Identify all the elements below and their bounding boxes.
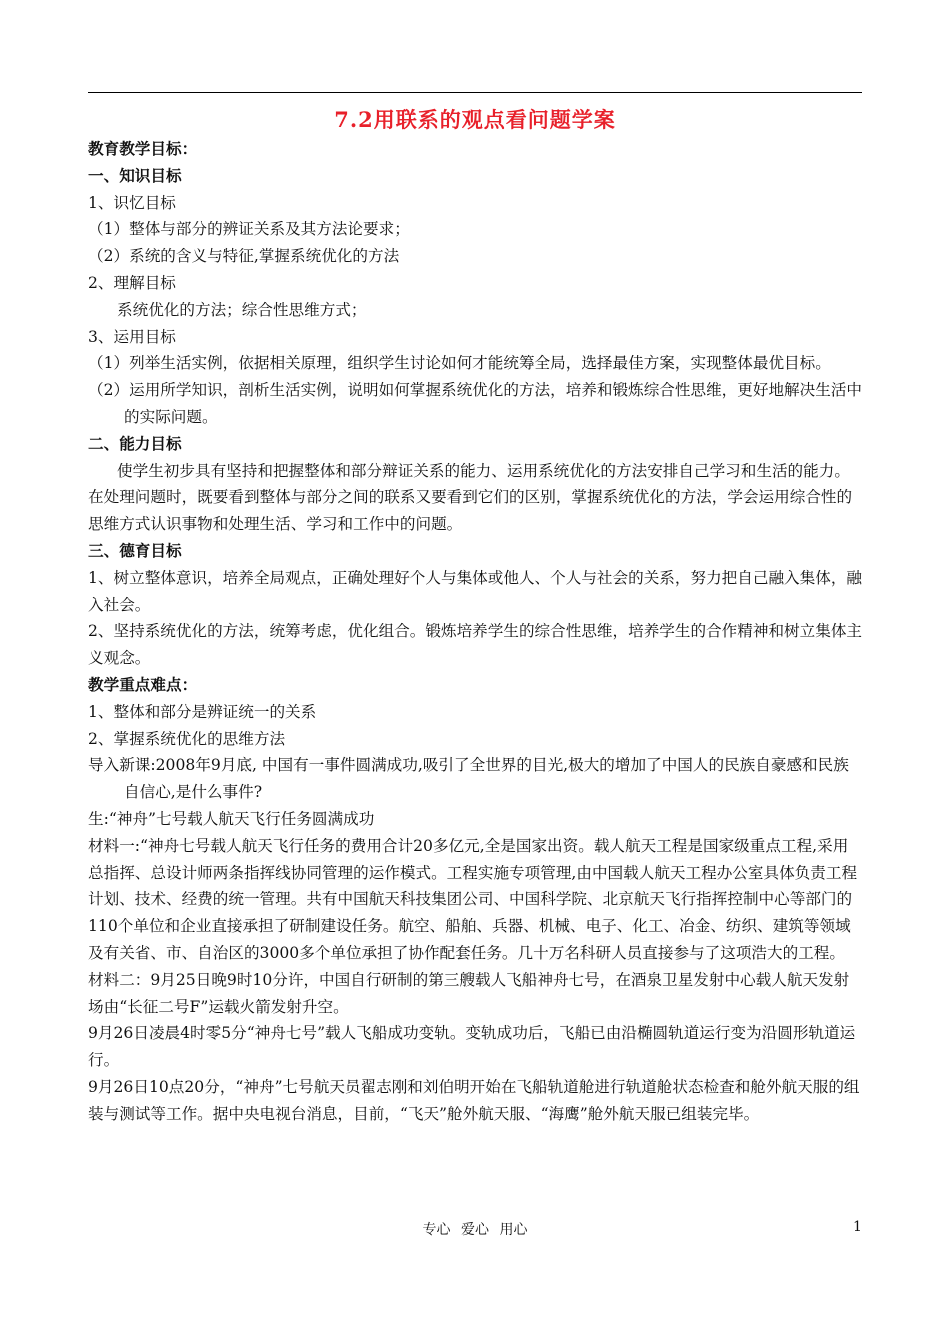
list-item: 2、掌握系统优化的思维方法 [88, 729, 286, 748]
paragraph: 生:“神舟”七号载人航天飞行任务圆满成功 [88, 809, 375, 828]
footer-motto: 专心 爱心 用心 [422, 1222, 528, 1238]
list-item: （1）列举生活实例，依据相关原理，组织学生讨论如何才能统筹全局，选择最佳方案，实现整体最优目标。 [88, 354, 831, 373]
subheading-memory: 1、识忆目标 [88, 193, 176, 212]
list-item: （2）运用所学知识，剖析生活实例，说明如何掌握系统优化的方法，培养和锻炼综合性思维，更好地解决生活中的实际问题。 [88, 381, 863, 426]
section-heading-knowledge: 一、知识目标 [88, 165, 182, 185]
paragraph: 9月26日10点20分，“神舟”七号航天员翟志刚和刘伯明开始在飞船轨道舱进行轨道舱状态检查和舱外航天服的组装与测试等工作。据中央电视台消息，目前，“飞天”舱外航天服、“海鹰”舱外航天服已组装完毕。 [88, 1077, 860, 1123]
section-heading-moral: 三、德育目标 [88, 540, 182, 560]
paragraph: 1、树立整体意识，培养全局观点，正确处理好个人与集体或他人、个人与社会的关系，努力把自己融入集体，融入社会。 [88, 568, 863, 614]
paragraph: 导入新课:2008年9月底, 中国有一事件圆满成功,吸引了全世界的目光,极大的增加了中国人的民族自豪感和民族自信心,是什么事件? [88, 756, 849, 802]
subheading-understanding: 2、理解目标 [88, 273, 176, 292]
paragraph: 2、坚持系统优化的方法，统筹考虑，优化组合。锻炼培养学生的综合性思维，培养学生的合作精神和树立集体主义观念。 [88, 622, 863, 668]
paragraph: 使学生初步具有坚持和把握整体和部分辩证关系的能力、运用系统优化的方法安排自己学习和生活的能力。在处理问题时，既要看到整体与部分之间的联系又要看到它们的区别，掌握系统优化的方法，学会运用综合性的思维方式认识事物和处理生活、学习和工作中的问题。 [88, 461, 853, 534]
paragraph: 系统优化的方法；综合性思维方式； [117, 300, 367, 319]
paragraph: 材料一:“神舟七号载人航天飞行任务的费用合计20多亿元,全是国家出资。载人航天工程是国家级重点工程,采用总指挥、总设计师两条指挥线协同管理的运作模式。工程实施专项管理,由中国载人航天工程办公室具体负责工程计划、技术、经费的统一管理。共有中国航天科技集团公司、中国科学院、北京航天飞行指挥控制中心等部门的110个单位和企业直接承担了研制建设任务。航空、船舶、兵器、机械、电子、化工、冶金、纺织、建筑等领域及有关省、市、自治区的3000多个单位承担了协作配套任务。几十万名科研人员直接参与了这项浩大的工程。 [88, 836, 858, 962]
list-item: （2）系统的含义与特征,掌握系统优化的方法 [88, 247, 400, 266]
subheading-application: 3、运用目标 [88, 327, 176, 346]
list-item: 1、整体和部分是辨证统一的关系 [88, 702, 317, 721]
page-number: 1 [853, 1219, 862, 1235]
paragraph: 材料二：9月25日晚9时10分许，中国自行研制的第三艘载人飞船神舟七号，在酒泉卫星发射中心载人航天发射场由“长征二号F”运载火箭发射升空。 [88, 970, 850, 1016]
document-body [88, 136, 863, 1127]
section-heading-ability: 二、能力目标 [88, 433, 182, 453]
document-title: 7.2用联系的观点看问题学案 [334, 107, 616, 132]
list-item: （1）整体与部分的辨证关系及其方法论要求； [88, 220, 410, 239]
header-rule [88, 92, 862, 93]
paragraph: 9月26日凌晨4时零5分“神舟七号”载人飞船成功变轨。变轨成功后，飞船已由沿椭圆轨道运行变为沿圆形轨道运行。 [88, 1024, 856, 1070]
section-heading-keypoints: 教学重点难点： [88, 674, 198, 694]
section-heading-goals: 教育教学目标： [88, 139, 198, 158]
